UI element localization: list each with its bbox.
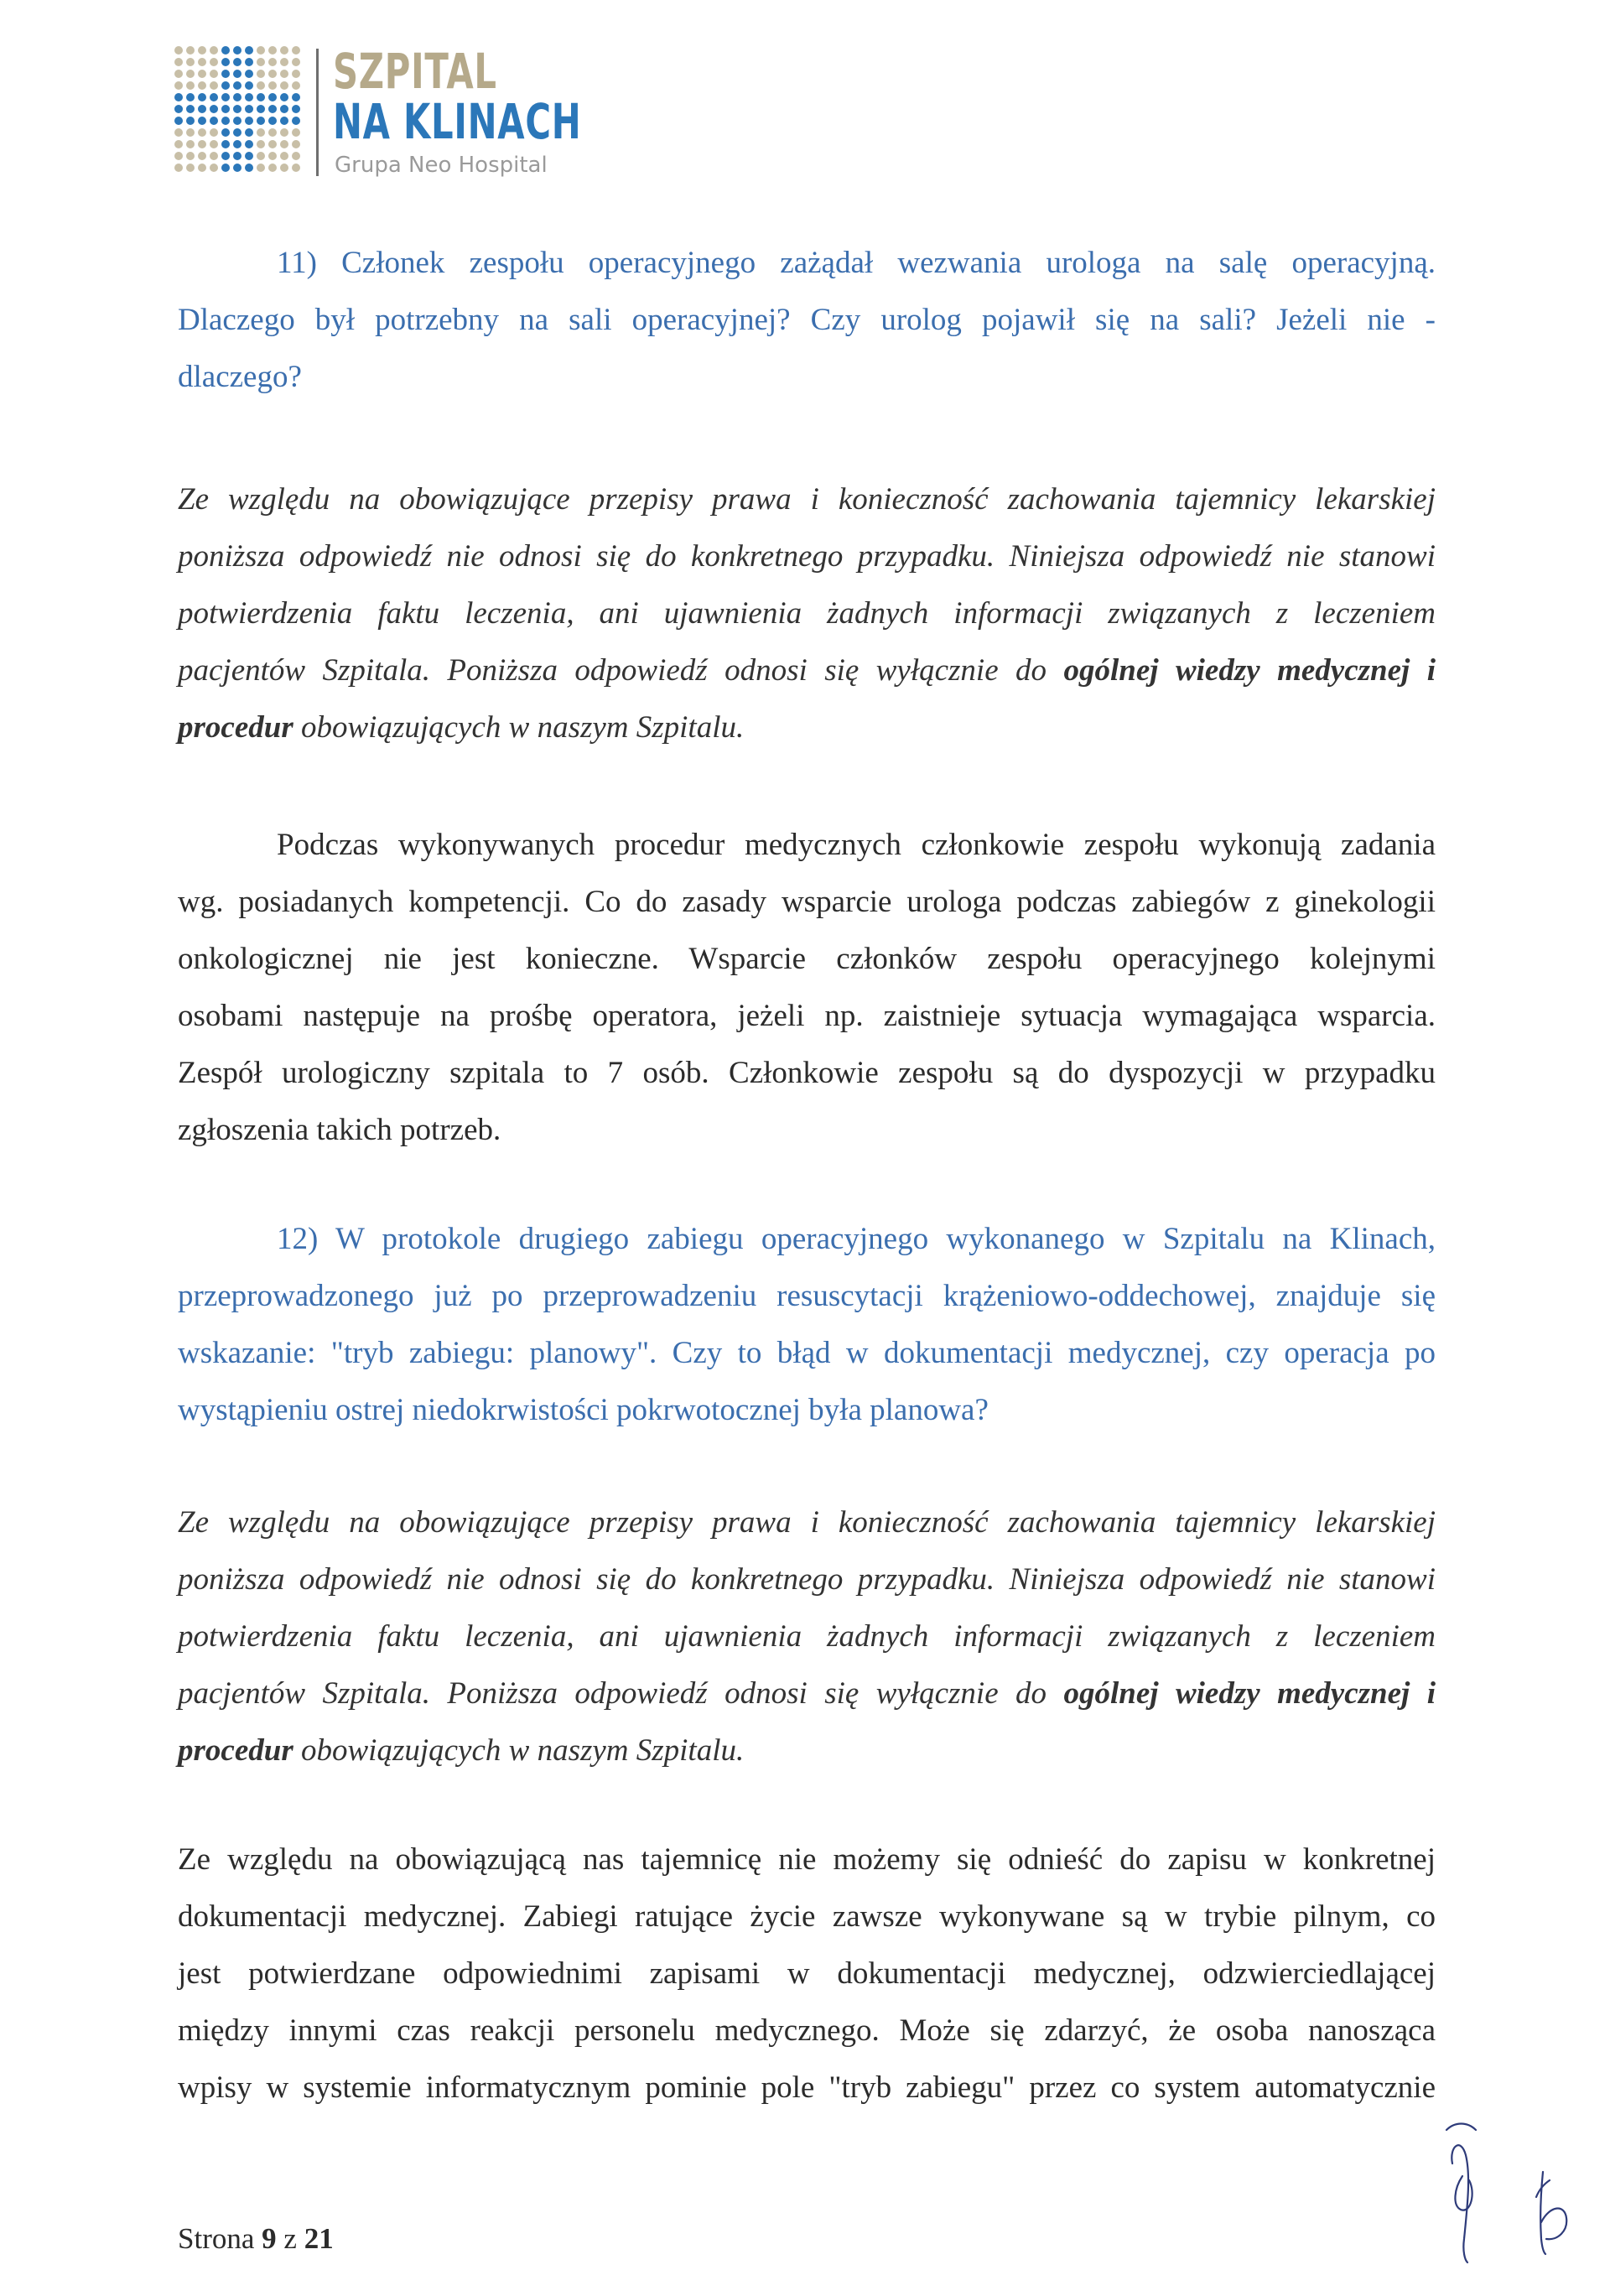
disclaimer-line: Ze względu na obowiązujące przepisy prawa i konieczność zachowania tajemnicy lekarskiej <box>178 1505 1436 1540</box>
current-page: 9 <box>262 2222 277 2255</box>
disclaimer-line <box>178 642 1436 699</box>
disclaimer-line: poniższa odpowiedź nie odnosi się do konkretnego przypadku. Niniejsza odpowiedź nie stanowi <box>178 1562 1436 1597</box>
disclaimer-line <box>178 699 1436 756</box>
question-line: dlaczego? <box>178 360 302 394</box>
answer-line: osobami następuje na prośbę operatora, jeżeli np. zaistnieje sytuacja wymagająca wsparcia. <box>178 999 1436 1033</box>
answer-line: między innymi czas reakcji personelu medycznego. Może się zdarzyć, że osoba nanosząca <box>178 2013 1436 2048</box>
hospital-cross-logo-icon <box>172 44 302 178</box>
question-12 <box>178 1211 1436 1439</box>
disclaimer-bold-text: ogólnej wiedzy medycznej i <box>1063 653 1436 688</box>
answer-12 <box>178 1831 1436 2117</box>
answer-line: Podczas wykonywanych procedur medycznych członkowie zespołu wykonują zadania <box>277 828 1436 862</box>
answer-line: wg. posiadanych kompetencji. Co do zasady wsparcie urologa podczas zabiegów z ginekologii <box>178 885 1436 919</box>
disclaimer-line: Ze względu na obowiązujące przepisy prawa i konieczność zachowania tajemnicy lekarskiej <box>178 482 1436 517</box>
disclaimer-paragraph-2 <box>178 1494 1436 1779</box>
answer-line: jest potwierdzane odpowiednimi zapisami w dokumentacji medycznej, odzwierciedlającej <box>178 1956 1436 1991</box>
logo-title-line2: NA KLINACH <box>333 93 582 150</box>
disclaimer-bold-text: procedur <box>178 710 293 745</box>
answer-line: Zespół urologiczny szpitala to 7 osób. Członkowie zespołu są do dyspozycji w przypadku <box>178 1056 1436 1090</box>
disclaimer-bold-text: ogólnej wiedzy medycznej i <box>1063 1676 1436 1711</box>
page-of: z <box>283 2222 297 2255</box>
question-line: przeprowadzonego już po przeprowadzeniu resuscytacji krążeniowo-oddechowej, znajduje się <box>178 1279 1436 1313</box>
answer-line: zgłoszenia takich potrzeb. <box>178 1113 501 1147</box>
disclaimer-paragraph-1 <box>178 471 1436 756</box>
question-11 <box>178 235 1436 406</box>
handwritten-initials-signature <box>1442 2096 1593 2264</box>
logo-title-line1: SZPITAL <box>333 43 497 100</box>
answer-line: Ze względu na obowiązującą nas tajemnicę nie możemy się odnieść do zapisu w konkretnej <box>178 1842 1436 1877</box>
question-line: 12) W protokole drugiego zabiegu operacyjnego wykonanego w Szpitalu na Klinach, <box>277 1222 1436 1256</box>
answer-line: wpisy w systemie informatycznym pominie pole "tryb zabiegu" przez co system automatycznie <box>178 2070 1436 2105</box>
question-line: 11) Członek zespołu operacyjnego zażądał wezwania urologa na salę operacyjną. <box>277 246 1436 280</box>
question-line: wskazanie: "tryb zabiegu: planowy". Czy to błąd w dokumentacji medycznej, czy operacja po <box>178 1336 1436 1370</box>
logo-subtitle: Grupa Neo Hospital <box>335 153 548 178</box>
disclaimer-text: pacjentów Szpitala. Poniższa odpowiedź odnosi się wyłącznie do <box>178 1676 1064 1711</box>
total-pages: 21 <box>304 2222 334 2255</box>
disclaimer-line: potwierdzenia faktu leczenia, ani ujawnienia żadnych informacji związanych z leczeniem <box>178 596 1436 631</box>
logo-divider <box>316 49 319 176</box>
answer-line: onkologicznej nie jest konieczne. Wsparcie członków zespołu operacyjnego kolejnymi <box>178 942 1436 976</box>
page-number <box>178 2222 334 2256</box>
disclaimer-text: obowiązujących w naszym Szpitalu. <box>293 1733 745 1768</box>
page-label: Strona <box>178 2222 255 2255</box>
hospital-logo <box>172 43 582 186</box>
question-line: Dlaczego był potrzebny na sali operacyjnej? Czy urolog pojawił się na sali? Jeżeli nie - <box>178 303 1436 337</box>
question-line: wystąpieniu ostrej niedokrwistości pokrwotocznej była planowa? <box>178 1393 989 1427</box>
disclaimer-line: potwierdzenia faktu leczenia, ani ujawnienia żadnych informacji związanych z leczeniem <box>178 1619 1436 1654</box>
disclaimer-line: poniższa odpowiedź nie odnosi się do konkretnego przypadku. Niniejsza odpowiedź nie stanowi <box>178 539 1436 574</box>
answer-11 <box>178 817 1436 1159</box>
answer-line: dokumentacji medycznej. Zabiegi ratujące życie zawsze wykonywane są w trybie pilnym, co <box>178 1899 1436 1934</box>
disclaimer-line <box>178 1722 1436 1779</box>
disclaimer-line <box>178 1665 1436 1722</box>
disclaimer-text: obowiązujących w naszym Szpitalu. <box>293 710 745 745</box>
disclaimer-bold-text: procedur <box>178 1733 293 1768</box>
disclaimer-text: pacjentów Szpitala. Poniższa odpowiedź odnosi się wyłącznie do <box>178 653 1064 688</box>
